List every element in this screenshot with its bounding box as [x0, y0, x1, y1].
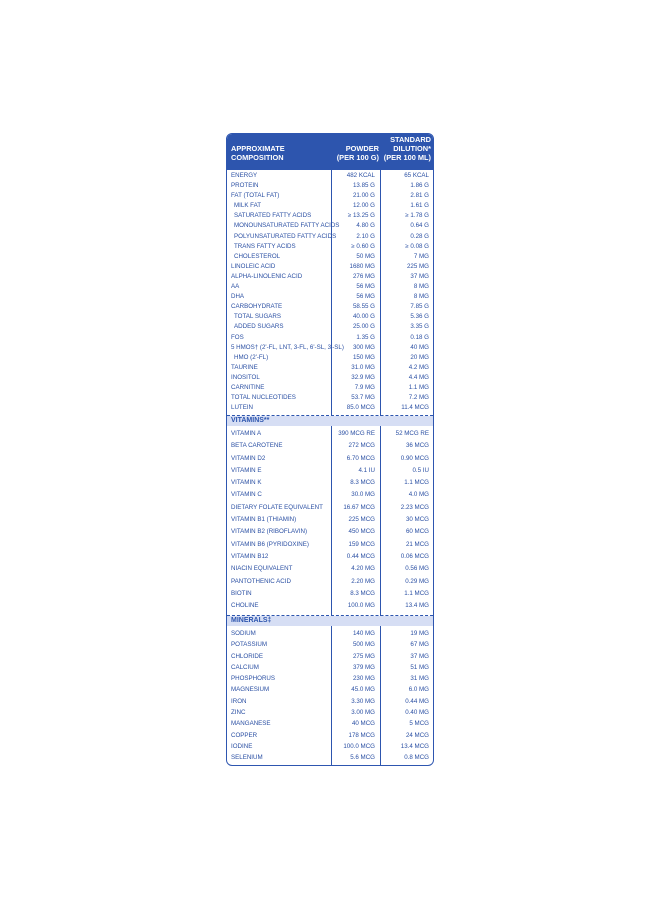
- table-row: [227, 191, 433, 201]
- dilution-value: 2.81 G: [410, 192, 429, 200]
- table-row: [227, 343, 433, 353]
- nutrient-name: SATURATED FATTY ACIDS: [234, 212, 312, 220]
- nutrient-name: VITAMIN A: [231, 430, 262, 437]
- table-row: [227, 333, 433, 343]
- table-header: [227, 134, 433, 170]
- powder-value: 7.9 MG: [354, 383, 375, 391]
- powder-value: 150 MG: [352, 353, 375, 361]
- nutrient-name: SELENIUM: [231, 754, 263, 762]
- nutrient-name: PROTEIN: [231, 182, 259, 190]
- table-row: [227, 353, 433, 363]
- powder-value: 1.35 G: [356, 333, 375, 341]
- nutrient-name: ENERGY: [231, 172, 258, 179]
- dilution-value: 0.29 MG: [405, 577, 429, 585]
- powder-value: 21.00 G: [352, 192, 375, 200]
- dilution-value: 7 MG: [413, 252, 429, 260]
- table-row: [227, 628, 433, 639]
- powder-value: 12.00 G: [352, 202, 375, 210]
- dilution-value: 8 MG: [413, 283, 429, 291]
- powder-value: ≥ 0.60 G: [351, 242, 375, 250]
- dilution-value: 1.61 G: [410, 202, 429, 210]
- table-row: [227, 514, 433, 526]
- powder-value: 4.80 G: [356, 222, 375, 230]
- table-row: [227, 539, 433, 551]
- nutrient-name: PHOSPHORUS: [231, 675, 276, 683]
- table-row: [227, 684, 433, 695]
- dilution-value: 0.64 G: [410, 222, 429, 230]
- powder-value: 276 MG: [352, 272, 375, 280]
- table-row: [227, 551, 433, 563]
- powder-value: 2.20 MG: [351, 577, 375, 585]
- nutrient-name: MILK FAT: [234, 202, 262, 210]
- nutrient-name: CARBOHYDRATE: [231, 303, 283, 311]
- nutrient-name: IRON: [231, 697, 247, 705]
- nutrient-name: DHA: [231, 293, 245, 301]
- powder-value: 230 MG: [352, 675, 375, 683]
- dilution-value: 19 MG: [410, 630, 429, 637]
- nutrient-name: FOS: [231, 333, 244, 341]
- powder-value: 45.0 MG: [351, 686, 375, 694]
- powder-value: 500 MG: [352, 641, 375, 649]
- table-row: [227, 563, 433, 575]
- dilution-value: 51 MG: [410, 663, 429, 671]
- powder-value: 0.44 MCG: [346, 552, 375, 560]
- dilution-value: 4.4 MG: [408, 373, 429, 381]
- powder-value: 4.20 MG: [351, 565, 375, 573]
- dilution-value: 37 MG: [410, 272, 429, 280]
- table-row: [227, 477, 433, 489]
- dilution-value: 20 MG: [410, 353, 429, 361]
- table-row: [227, 576, 433, 588]
- table-row: [227, 651, 433, 662]
- nutrient-name: PANTOTHENIC ACID: [231, 577, 291, 585]
- nutrient-name: TOTAL SUGARS: [234, 313, 281, 321]
- table-row: [227, 502, 433, 514]
- powder-value: 379 MG: [352, 663, 375, 671]
- powder-value: 16.67 MCG: [343, 503, 375, 511]
- nutrient-name: BIOTIN: [231, 589, 252, 597]
- powder-value: 3.30 MG: [351, 697, 375, 705]
- dilution-value: 24 MCG: [405, 731, 429, 739]
- table-row: [227, 639, 433, 650]
- table-row: [227, 741, 433, 752]
- table-row: [227, 201, 433, 211]
- nutrient-name: TRANS FATTY ACIDS: [234, 242, 296, 250]
- dilution-value: 30 MCG: [405, 516, 429, 524]
- powder-value: 6.70 MCG: [346, 454, 375, 462]
- dilution-value: 0.28 G: [410, 232, 429, 240]
- nutrient-name: TOTAL NUCLEOTIDES: [231, 394, 296, 402]
- powder-value: 30.0 MG: [351, 491, 375, 499]
- powder-value: 100.0 MCG: [343, 742, 375, 750]
- dilution-value: 13.4 MCG: [400, 742, 429, 750]
- dilution-value: 0.44 MG: [405, 697, 429, 705]
- table-row: [227, 262, 433, 272]
- dilution-value: 60 MCG: [405, 528, 429, 536]
- composition-rows: [227, 171, 433, 413]
- header-composition: APPROXIMATE COMPOSITION: [231, 144, 285, 162]
- nutrient-name: VITAMIN E: [231, 466, 262, 474]
- vitamin-rows: [227, 428, 433, 612]
- dilution-value: ≥ 1.78 G: [405, 212, 429, 220]
- vitamins-title: VITAMINS**: [231, 417, 270, 424]
- dilution-value: 52 MCG RE: [395, 430, 429, 437]
- powder-value: 5.6 MCG: [350, 754, 375, 762]
- dilution-value: 40 MG: [410, 343, 429, 351]
- powder-value: 300 MG: [352, 343, 375, 351]
- dilution-value: 13.4 MG: [405, 602, 429, 610]
- nutrient-name: CHOLESTEROL: [234, 252, 281, 260]
- dilution-value: 67 MG: [410, 641, 429, 649]
- nutrient-name: VITAMIN B12: [231, 552, 269, 560]
- nutrient-name: CHOLINE: [231, 602, 259, 610]
- minerals-section-header: [227, 616, 433, 626]
- powder-value: 85.0 MCG: [346, 404, 375, 412]
- powder-value: 8.3 MCG: [350, 479, 375, 487]
- dilution-value: 21 MCG: [405, 540, 429, 548]
- nutrient-name: VITAMIN B2 (RIBOFLAVIN): [231, 528, 308, 536]
- table-row: [227, 752, 433, 763]
- powder-value: 56 MG: [356, 283, 375, 291]
- powder-value: 178 MCG: [348, 731, 375, 739]
- nutrient-name: FAT (TOTAL FAT): [231, 192, 280, 200]
- vitamins-section-header: [227, 416, 433, 426]
- nutrient-name: NIACIN EQUIVALENT: [231, 565, 293, 573]
- powder-value: 25.00 G: [352, 323, 375, 331]
- dilution-value: 65 KCAL: [404, 172, 429, 179]
- table-row: [227, 673, 433, 684]
- powder-value: 100.0 MG: [347, 602, 375, 610]
- nutrient-name: CALCIUM: [231, 663, 259, 671]
- nutrient-name: CHLORIDE: [231, 652, 263, 660]
- nutrient-name: 5 HMOS† (2'-FL, LNT, 3-FL, 6'-SL, 3'-SL): [231, 343, 344, 351]
- dilution-value: 4.2 MG: [408, 363, 429, 371]
- minerals-title: MINERALS‡: [231, 617, 272, 624]
- dilution-value: 225 MG: [406, 262, 429, 270]
- dilution-value: 36 MCG: [405, 442, 429, 450]
- table-row: [227, 730, 433, 741]
- dilution-value: 0.90 MCG: [400, 454, 429, 462]
- powder-value: 4.1 IU: [358, 466, 375, 474]
- dilution-value: 8 MG: [413, 293, 429, 301]
- powder-value: 50 MG: [356, 252, 375, 260]
- nutrient-name: IODINE: [231, 742, 253, 750]
- dilution-value: 1.1 MCG: [404, 589, 429, 597]
- header-dilution: STANDARD DILUTION* (PER 100 ML): [383, 135, 431, 162]
- nutrient-name: HMO (2'-FL): [234, 353, 269, 361]
- table-row: [227, 588, 433, 600]
- table-row: [227, 428, 433, 440]
- powder-value: 32.9 MG: [351, 373, 375, 381]
- table-row: [227, 440, 433, 452]
- dilution-value: 0.5 IU: [412, 466, 429, 474]
- nutrient-name: VITAMIN B6 (PYRIDOXINE): [231, 540, 309, 548]
- table-row: [227, 465, 433, 477]
- nutrient-name: SODIUM: [231, 630, 256, 637]
- dilution-value: 31 MG: [410, 675, 429, 683]
- nutrient-name: ZINC: [231, 709, 246, 717]
- powder-value: 159 MCG: [348, 540, 375, 548]
- powder-value: 56 MG: [356, 293, 375, 301]
- powder-value: 450 MCG: [348, 528, 375, 536]
- powder-value: 58.55 G: [352, 303, 375, 311]
- nutrient-name: BETA CAROTENE: [231, 442, 283, 450]
- dilution-value: 11.4 MCG: [401, 404, 429, 412]
- table-row: [227, 302, 433, 312]
- nutrient-name: MAGNESIUM: [231, 686, 270, 694]
- nutrient-name: ALPHA-LINOLENIC ACID: [231, 272, 303, 280]
- powder-value: 31.0 MG: [351, 363, 375, 371]
- dilution-value: 0.8 MCG: [404, 754, 429, 762]
- dilution-value: 6.0 MG: [408, 686, 429, 694]
- dilution-value: 7.2 MG: [408, 394, 429, 402]
- mineral-rows: [227, 628, 433, 764]
- powder-value: 482 KCAL: [346, 172, 375, 179]
- nutrient-name: POLYUNSATURATED FATTY ACIDS: [234, 232, 337, 240]
- table-row: [227, 363, 433, 373]
- table-row: [227, 662, 433, 673]
- powder-value: 272 MCG: [348, 442, 375, 450]
- table-row: [227, 211, 433, 221]
- table-row: [227, 312, 433, 322]
- nutrition-table: [226, 133, 434, 766]
- table-row: [227, 526, 433, 538]
- nutrient-name: LINOLEIC ACID: [231, 262, 276, 270]
- powder-value: 40 MCG: [351, 720, 375, 728]
- nutrient-name: VITAMIN K: [231, 479, 262, 487]
- powder-value: 140 MG: [352, 630, 375, 637]
- table-row: [227, 383, 433, 393]
- nutrient-name: TAURINE: [231, 363, 258, 371]
- table-row: [227, 171, 433, 181]
- powder-value: 8.3 MCG: [350, 589, 375, 597]
- nutrient-name: VITAMIN B1 (THIAMIN): [231, 516, 297, 524]
- table-row: [227, 181, 433, 191]
- nutrient-name: VITAMIN D2: [231, 454, 266, 462]
- dilution-value: 5.36 G: [410, 313, 429, 321]
- powder-value: 3.00 MG: [351, 709, 375, 717]
- nutrient-name: VITAMIN C: [231, 491, 262, 499]
- powder-value: 1680 MG: [349, 262, 375, 270]
- dilution-value: 2.23 MCG: [400, 503, 429, 511]
- table-row: [227, 322, 433, 332]
- nutrient-name: DIETARY FOLATE EQUIVALENT: [231, 503, 323, 511]
- table-row: [227, 232, 433, 242]
- dilution-value: 5 MCG: [409, 720, 429, 728]
- powder-value: ≥ 13.25 G: [347, 212, 375, 220]
- table-row: [227, 403, 433, 413]
- powder-value: 40.00 G: [352, 313, 375, 321]
- table-row: [227, 373, 433, 383]
- dilution-value: 3.35 G: [410, 323, 429, 331]
- nutrient-name: ADDED SUGARS: [234, 323, 284, 331]
- table-row: [227, 718, 433, 729]
- nutrient-name: POTASSIUM: [231, 641, 267, 649]
- dilution-value: 0.18 G: [410, 333, 429, 341]
- table-row: [227, 696, 433, 707]
- powder-value: 53.7 MG: [351, 394, 375, 402]
- powder-value: 2.10 G: [356, 232, 375, 240]
- table-row: [227, 489, 433, 501]
- table-row: [227, 242, 433, 252]
- nutrient-name: LUTEIN: [231, 404, 254, 412]
- table-row: [227, 272, 433, 282]
- nutrient-name: MONOUNSATURATED FATTY ACIDS: [234, 222, 340, 230]
- table-row: [227, 600, 433, 612]
- powder-value: 275 MG: [352, 652, 375, 660]
- dilution-value: 7.85 G: [410, 303, 429, 311]
- nutrient-name: CARNITINE: [231, 383, 265, 391]
- table-row: [227, 252, 433, 262]
- dilution-value: 1.86 G: [410, 182, 429, 190]
- dilution-value: ≥ 0.08 G: [405, 242, 429, 250]
- powder-value: 13.85 G: [352, 182, 375, 190]
- dilution-value: 4.0 MG: [408, 491, 429, 499]
- table-row: [227, 292, 433, 302]
- powder-value: 225 MCG: [348, 516, 375, 524]
- nutrient-name: COPPER: [231, 731, 258, 739]
- dilution-value: 0.40 MG: [405, 709, 429, 717]
- dilution-value: 37 MG: [410, 652, 429, 660]
- table-row: [227, 707, 433, 718]
- table-row: [227, 393, 433, 403]
- nutrient-name: AA: [231, 283, 240, 291]
- dilution-value: 1.1 MG: [408, 383, 429, 391]
- nutrient-name: INOSITOL: [231, 373, 260, 381]
- dilution-value: 0.06 MCG: [400, 552, 429, 560]
- table-row: [227, 221, 433, 231]
- nutrient-name: MANGANESE: [231, 720, 271, 728]
- table-row: [227, 453, 433, 465]
- dilution-value: 0.56 MG: [405, 565, 429, 573]
- header-powder: POWDER (PER 100 G): [336, 144, 379, 162]
- powder-value: 390 MCG RE: [338, 430, 375, 437]
- dilution-value: 1.1 MCG: [404, 479, 429, 487]
- table-row: [227, 282, 433, 292]
